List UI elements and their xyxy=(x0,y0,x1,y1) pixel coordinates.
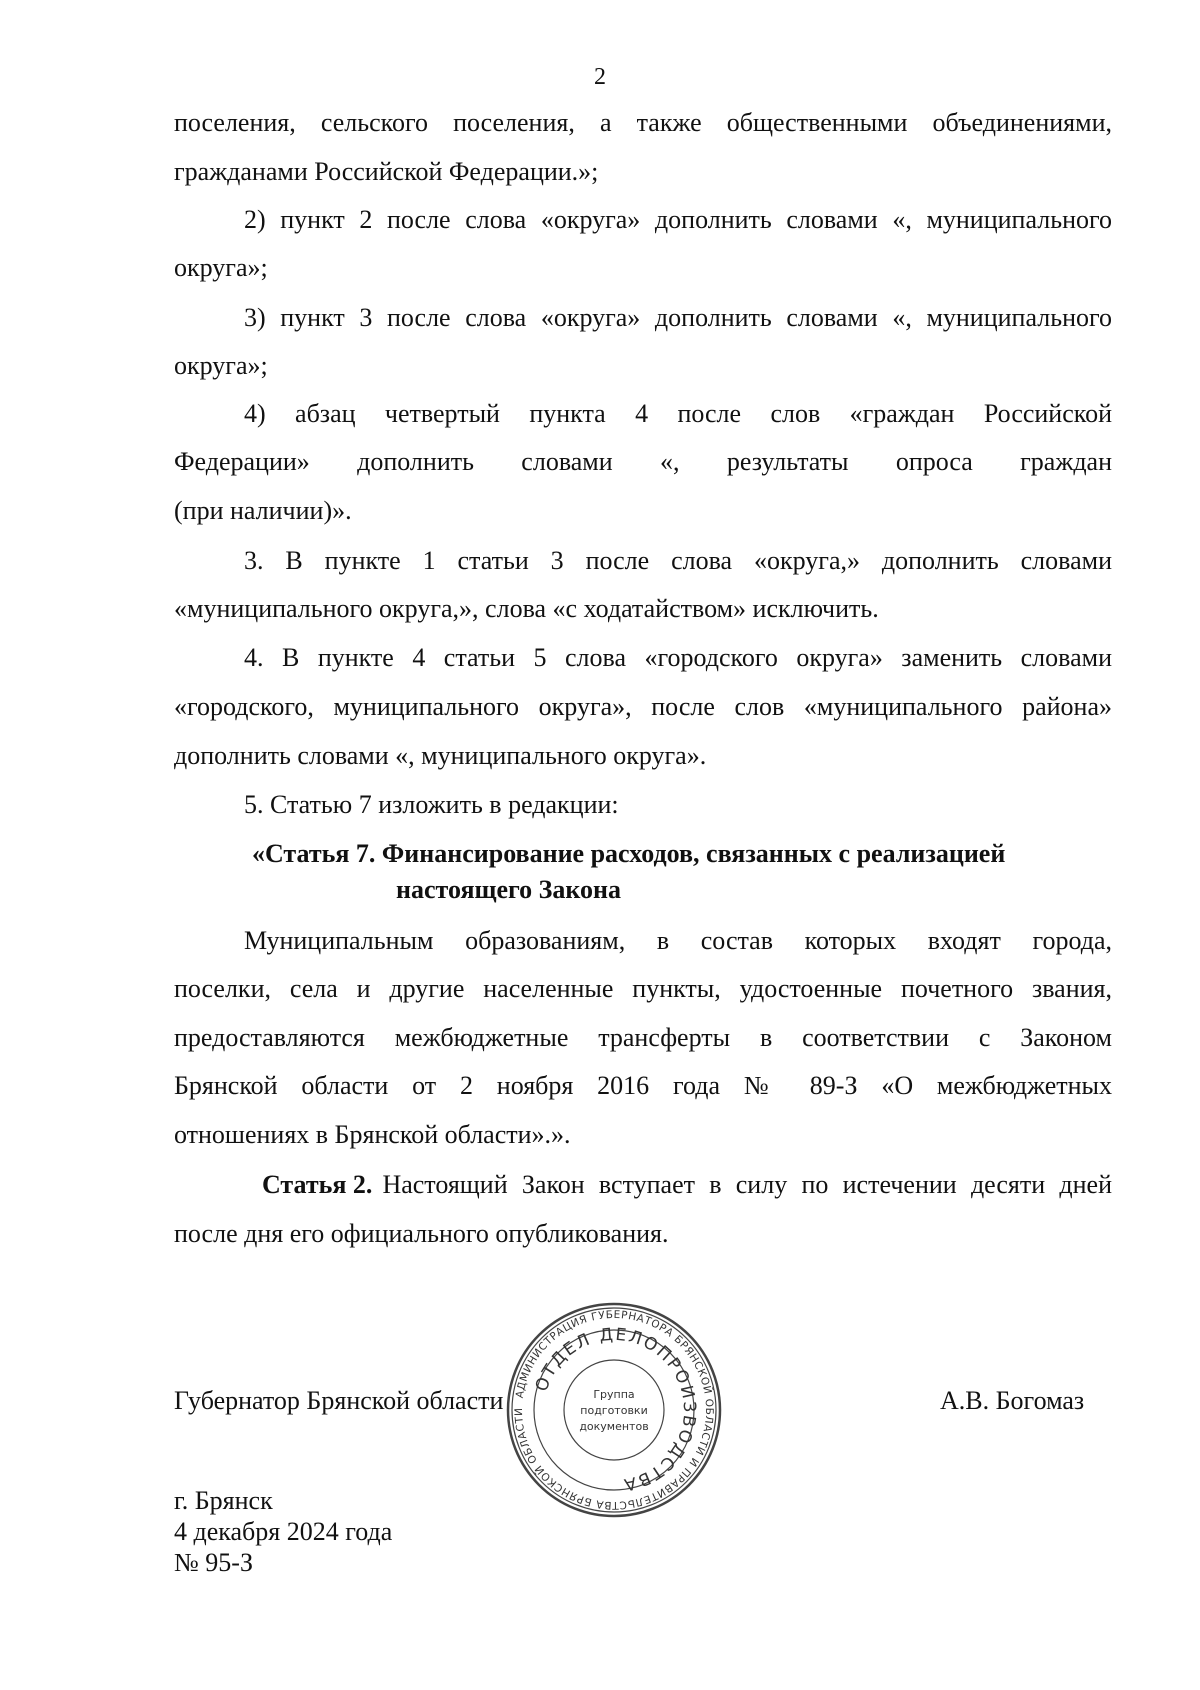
stamp-center-line3: документов xyxy=(579,1420,649,1433)
paragraph-4: 4. В пункте 4 статьи 5 слова «городского округа» заменить словами xyxy=(244,643,1112,672)
list-item-2: 2) пункт 2 после слова «округа» дополнить словами «, муниципального xyxy=(244,205,1112,234)
body-line: Федерации» дополнить словами «, результаты опроса граждан xyxy=(174,447,1112,476)
body-line: гражданами Российской Федерации.»; xyxy=(174,157,599,186)
body-line: поселения, сельского поселения, а также общественными объединениями, xyxy=(174,108,1112,137)
stamp-center-line2: подготовки xyxy=(580,1404,648,1417)
stamp-center-line1: Группа xyxy=(593,1388,635,1401)
article2-line2: после дня его официального опубликования. xyxy=(174,1219,669,1248)
body-line: округа»; xyxy=(174,351,268,380)
article7-body-line: поселки, села и другие населенные пункты, удостоенные почетного звания, xyxy=(174,974,1112,1003)
article7-heading-line1: «Статья 7. Финансирование расходов, связанных с реализацией xyxy=(252,839,1006,868)
article2-label: Статья 2. xyxy=(262,1170,373,1199)
footer-city: г. Брянск xyxy=(174,1486,273,1515)
article7-body-line: Брянской области от 2 ноября 2016 года № 89-З «О межбюджетных xyxy=(174,1071,1112,1100)
article7-heading-line2: настоящего Закона xyxy=(396,875,622,904)
paragraph-5: 5. Статью 7 изложить в редакции: xyxy=(244,790,619,819)
footer-date: 4 декабря 2024 года xyxy=(174,1517,393,1546)
body-line: (при наличии)». xyxy=(174,496,352,525)
body-line: дополнить словами «, муниципального округа». xyxy=(174,741,707,770)
article7-body-line: предоставляются межбюджетные трансферты в соответствии с Законом xyxy=(174,1023,1112,1052)
body-line: «городского, муниципального округа», после слов «муниципального района» xyxy=(174,692,1112,721)
list-item-3: 3) пункт 3 после слова «округа» дополнить словами «, муниципального xyxy=(244,303,1112,332)
article7-body-line: отношениях в Брянской области».». xyxy=(174,1120,571,1149)
footer-number: № 95-З xyxy=(174,1548,253,1577)
signature-title: Губернатор Брянской области xyxy=(174,1386,504,1415)
stamp-outer-text: АДМИНИСТРАЦИЯ ГУБЕРНАТОРА БРЯНСКОЙ ОБЛАСТИ И ПРАВИТЕЛЬСТВА БРЯНСКОЙ ОБЛАСТИ xyxy=(512,1308,716,1512)
stamp-inner-text: ОТДЕЛ ДЕЛОПРОИЗВОДСТВА xyxy=(531,1324,700,1495)
signature-name: А.В. Богомаз xyxy=(940,1386,1085,1415)
paragraph-3: 3. В пункте 1 статьи 3 после слова «округа,» дополнить словами xyxy=(244,546,1112,575)
article2-line1 xyxy=(262,1169,1112,1201)
body-line: «муниципального округа,», слова «с ходатайством» исключить. xyxy=(174,594,879,623)
page-number: 2 xyxy=(594,64,606,90)
body-line: округа»; xyxy=(174,253,268,282)
article7-body-line: Муниципальным образованиям, в состав которых входят города, xyxy=(244,926,1112,955)
official-stamp xyxy=(506,1302,722,1518)
article2-text: Настоящий Закон вступает в силу по истечении десяти дней xyxy=(382,1170,1112,1199)
list-item-4: 4) абзац четвертый пункта 4 после слов «граждан Российской xyxy=(244,399,1112,428)
